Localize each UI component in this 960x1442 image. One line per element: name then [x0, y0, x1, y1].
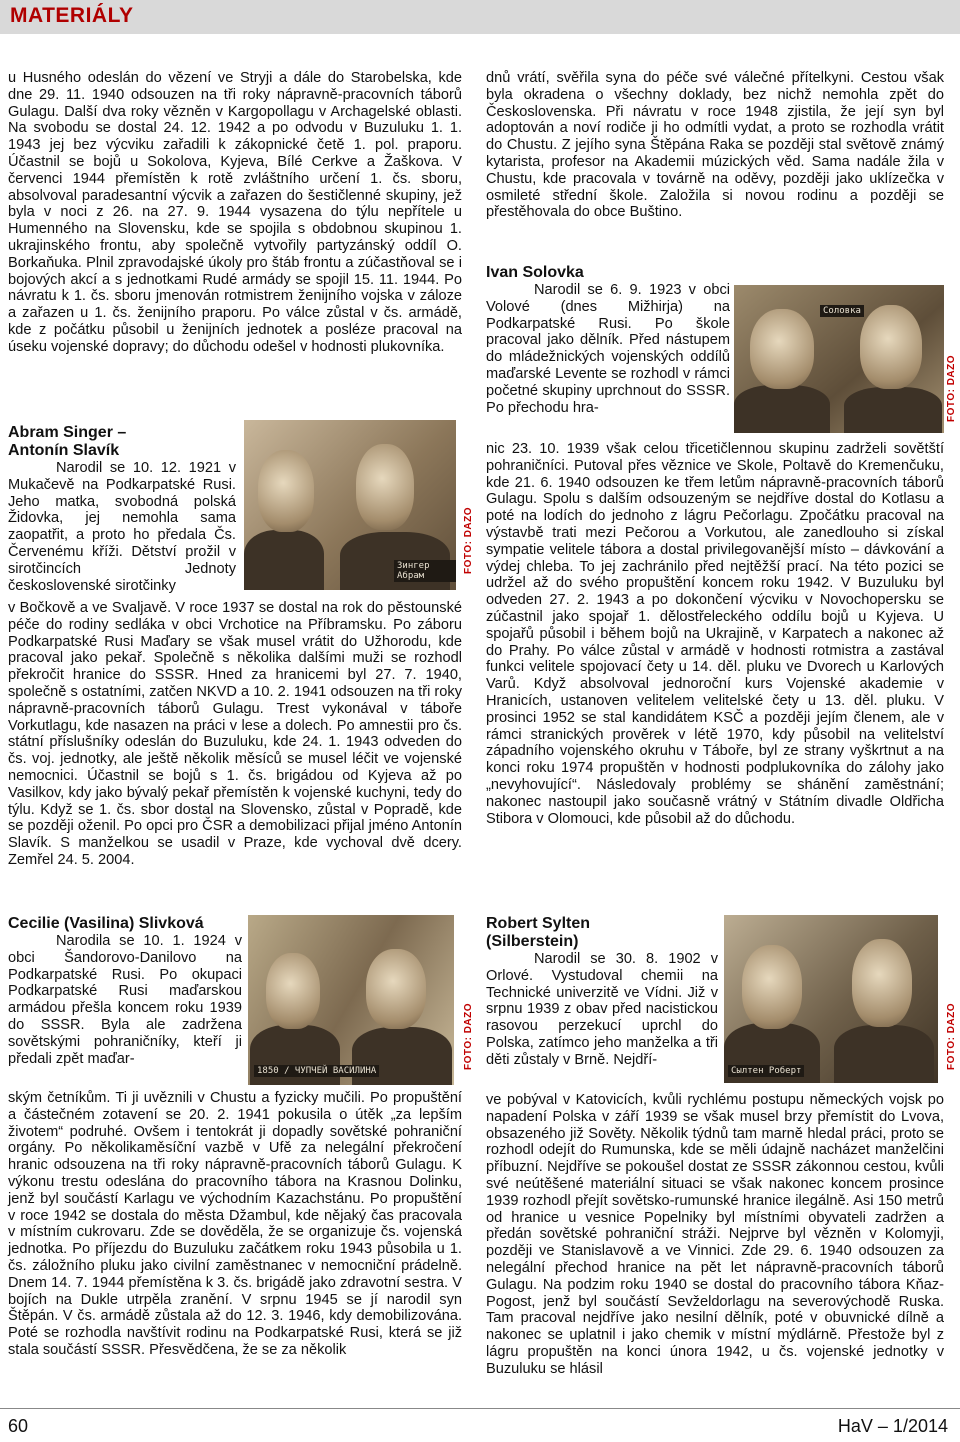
sylten-frontal-coat [834, 1025, 934, 1083]
singer-heading-1: Abram Singer – [8, 424, 127, 441]
singer-mugshot-photo [244, 420, 456, 590]
singer-plate: Зингер Абрам [394, 560, 456, 582]
solovka-heading: Ivan Solovka [486, 264, 584, 281]
solovka-profile-coat [734, 385, 830, 433]
singer-profile-face [258, 450, 314, 532]
col1-intro [8, 70, 462, 356]
singer-text-narrow: Narodil se 10. 12. 1921 v Mukačevě na Podkarpatské Rusi. Jeho matka, svobodná polská Židovka, jej nemohla sama zaopatřit, a proto ho předala Čs. Červenému kříži. Dětství prožil v sirotčincích Jednoty československé sirotčinky [8, 460, 236, 594]
solovka-profile-face [750, 309, 814, 389]
footer-rule [0, 1408, 960, 1409]
col2-intro-paragraph: dnů vrátí, svěřila syna do péče své válečné přítelkyni. Cestou však byla okradena o všechny doklady, bez nichž nemohla zpět do Československa. Při návratu v roce 1948 zjistila, že její syn byl adoptován a noví rodiče ji ho odmítli vydat, a proto se rozhodla vrátit do Chustu. Z jejího syna Štěpána Raka se později stal světově známý kytarista, profesor na Akademii múzických věd. Sama nadále žila v Chustu, kde pracovala v továrně na oděvy, později jako uklízečka v osmileté střední škole. Založila si novou rodinu a později se přestěhovala do obce Buštino. [486, 70, 944, 221]
solovka-bio-bottom [486, 441, 944, 827]
slivkova-text-narrow: Narodila se 10. 1. 1924 v obci Šandorovo-Danilovo na Podkarpatské Rusi. Po okupaci Podkarpatské Rusi maďarskou armádou přešla koncem roku 1939 do SSSR. Byla ale zadržena sovětskými pohraničníky, kteří ji předali zpět maďar- [8, 933, 242, 1067]
solovka-bio-top [486, 264, 730, 416]
photo-credit-slivkova: FOTO: DAZO [463, 1002, 474, 1070]
sylten-profile-face [742, 945, 802, 1029]
page-number: 60 [8, 1416, 29, 1436]
sylten-heading-2: (Silberstein) [486, 933, 579, 950]
slivkova-frontal-face [366, 949, 426, 1029]
sylten-text-narrow: Narodil se 30. 8. 1902 v Orlové. Vystudoval chemii na Technické univerzitě ve Vídni. Již v srpnu 1939 z obav před nacistickou rasovou perzekucí uprchl do Polska, zatímco jeho manželka a tři děti zůstaly v Brně. Nejdří- [486, 951, 718, 1068]
slivkova-mugshot-photo [248, 915, 454, 1085]
sylten-text-wide: ve pobýval v Katovicích, kvůli rychlému postupu německých vojsk po napadení Polska v září 1939 se však musel brzy přemístit do Lvova, obsazeného již Sověty. Několik týdnů tam marně hledal práci, proto se rozhodl odejít do Rumunska, kde se měli údajně nacházet manželčini příbuzní. Nejdříve se pokoušel dostat ze SSSR zákonnou cestou, kvůli své neútěšené materiální situaci se však nakonec koncem prosince 1939 rozhodl přejít sovětsko-rumunské hranice ilegálně. Asi 150 metrů od hranice u vesnice Popelniky byl místními obyvateli zadržen a předán sovětské pohraniční stráži. Nejprve byl vězněn v Kolomyji, později ve Stanislavově a ve Vinnici. Zde 29. 6. 1940 odsouzen za nelegální přechod hranice na pět let nápravně-pracovních táborů Gulagu. Na podzim roku 1940 se dostal do pracovního tábora Kňaz-Pogost, jenž byl součástí Sevželdorlagu na severovýchodě Ruska. Tam pracoval nejdříve jako nesilní dělník, poté v obuvnické dílně a nakonec se uplatnil i jako chemik v místní mýdlárně. Přestože byl z lágru propuštěn na konci února 1942, u čs. vojenské jednotky v Buzuluku se hlásil [486, 1092, 944, 1377]
intro-paragraph: u Husného odeslán do vězení ve Stryji a dále do Starobelska, kde dne 29. 11. 1940 odsouzen na tři roky nápravně-pracovních táborů Gulagu. Další dva roky vězněn v Kargopollagu v Archagelské oblasti. Na svobodu se dostal 24. 12. 1942 a po odvodu v Buzuluku 1. 1. 1943 jej bez výcviku zařadili k zákopnické četě 1. pol. praporu. Účastnil se bojů u Sokolova, Kyjeva, Bílé Cerkve a Žaškova. V červenci 1944 přemístěn k rotě zvláštního určení 1. čs. sboru, absolvoval paradesantní výcvik a zařazen do šestičlenné skupiny, jež byla v noci z 26. na 27. 9. 1944 vysazena do týlu nepřítele u Humenného na Slovensku, kde se spojila s obdobnou skupinou 1. ukrajinského frontu, aby společně vytvořily partyzánský oddíl O. Borkaňuka. Plnil zpravodajské úkoly pro štáb frontu a zúčastňoval se i bojových akcí a s jednotkami Rudé armády se spojil 15. 11. 1944. Po návratu k 1. čs. sboru jmenován rotmistrem ženijního vojska v záloze a zařazen u 1. čs. ženijního praporu. Po válce zůstal v čs. armádě, kde z počátku působil u ženijních jednotek a posléze pracoval na úseku vojenské dopravy; do důchodu odešel v hodnosti plukovníka. [8, 70, 462, 355]
sylten-bio-top [486, 915, 718, 1069]
singer-bio-bottom [8, 600, 462, 869]
slivkova-bio-top [8, 915, 242, 1067]
slivkova-text-wide: ským četníkům. Ti ji uvěznili v Chustu a fyzicky mučili. Po propuštění a částečném zotavení se 20. 2. 1941 pokusila o útěk „za lepším životem“ podruhé. Ovšem i tentokrát ji dopadly sovětské pohraniční orgány. Po několikaměsíční vazbě v Ufě za nelegální překročení hranic odsouzena na tři roky nápravně-pracovních táborů Gulagu. K výkonu trestu odeslána do pracovního tábora na Krasnou Dolinku, jenž byl součástí Karlagu ve východním Kazachstánu. Po propuštění v roce 1942 se dostala do města Džambul, kde nějaký čas pracovala v místním cukrovaru. Zde se dověděla, že se organizuje čs. vojenská jednotka. Po příjezdu do Buzuluku začátkem roku 1943 působila u 1. čs. záložního pluku jako civilní zaměstnanec v nemocniční prádelně. Dnem 14. 7. 1944 přemístěna k 3. čs. brigádě jako zdravotní sestra. V bojích na Dukle utrpěla zranění. V srpnu 1945 se jí narodil syn Štěpán. V čs. armádě zůstala až do 12. 3. 1946, kdy demobilizována. Poté se rozhodla navštívit rodinu na Podkarpatské Rusi, která se již stala součástí SSSR. Přesvědčena, že se za několik [8, 1090, 462, 1358]
singer-heading-2: Antonín Slavík [8, 442, 120, 459]
sylten-heading-1: Robert Sylten [486, 915, 591, 932]
singer-bio-top [8, 424, 236, 594]
section-header [0, 0, 960, 34]
sylten-mugshot-photo [724, 915, 938, 1083]
singer-text-wide: v Bočkově a ve Svaljavě. V roce 1937 se dostal na rok do pěstounské péče do rodiny sedláka v obci Vrchotice na Příbramsku. Po záboru Podkarpatské Rusi Maďary se však musel vrátit do Užhorodu, kde pracoval jako pekař. Společně s několika dalšími muži se rozhodl překročit hranice do SSSR. Hned za hranicemi byl 27. 7. 1940, společně s ostatními, zatčen NKVD a 10. 2. 1941 odsouzen na tři roky nápravně-pracovních táborů Gulagu. Trest vykonával v táboře Vorkutlagu, kde nasazen na práci v lese a dolech. Po amnestii pro čs. státní příslušníky odeslán do Buzuluku, kde 24. 1. 1943 odveden do čs. voj. jednotky, ale ještě několik měsíců se musel léčit ve vojenské nemocnici. Účastnil se bojů s 1. čs. brigádou od Kyjeva až po Vasilkov, kdy jako bývalý pekař přemístěn k vojenské kuchyni, tedy do týlu. Když se 1. čs. sbor dostal na Slovensko, zůstal v Popradě, kde se později oženil. Po opci pro ČSR a demobilizaci přijal jméno Antonín Slavík. S manželkou se usadil v Praze, kde vychoval dvě dcery. Zemřel 24. 5. 2004. [8, 600, 462, 868]
issue-label: HaV – 1/2014 [837, 1416, 948, 1436]
photo-credit-sylten: FOTO: DAZO [946, 1002, 957, 1070]
sylten-frontal-face [852, 939, 912, 1027]
section-title: MATERIÁLY [10, 4, 134, 27]
slivkova-heading: Cecilie (Vasilina) Slivková [8, 915, 204, 932]
col2-intro [486, 70, 944, 221]
slivkova-bio-bottom [8, 1090, 462, 1359]
photo-credit-singer: FOTO: DAZO [463, 506, 474, 574]
solovka-frontal-coat [844, 387, 942, 433]
solovka-plate: Соловка [820, 305, 864, 317]
sylten-bio-bottom [486, 1092, 944, 1378]
photo-credit-solovka: FOTO: DAZO [946, 354, 957, 422]
slivkova-profile-face [266, 953, 320, 1029]
singer-frontal-face [356, 444, 414, 530]
singer-profile-coat [244, 530, 324, 590]
solovka-text-narrow: Narodil se 6. 9. 1923 v obci Volové (dnes Mižhirja) na Podkarpatské Rusi. Po škole pracoval jako dělník. Před nástupem do mládežnických vojenských oddílů maďarské Levente se rozhodl v rámci početné skupiny uprchnout do SSSR. Po přechodu hra- [486, 282, 730, 416]
solovka-frontal-face [860, 305, 922, 389]
solovka-text-wide: nic 23. 10. 1939 však celou třicetičlennou skupinu zadrželi sovětští pohraničníci. Putoval přes věznice ve Skole, Poltavě do Kremenčuku, kde 21. 6. 1940 odsouzen ke třem letům nápravně-pracovních táborů Gulagu. Spolu s dalším odsouzeným se nejdříve dostal do Kotlasu a poté na lodích do jednoho z lágru Pečorlagu. Zpočátku pracoval na výstavbě trati mezi Pečorou a Vorkutou, ale zanedlouho si získal sympatie velitele tábora a dostal privilegovanější místo – dávkování a výdej chleba. To jej zachránilo před nejtěžší prací. Na této pozici se udržel až do svého propuštění koncem roku 1942. V Buzuluku byl odveden 27. 2. 1943 a po dokončení výcviku v Novochopersku se zúčastnil jako spojař 1. dělostřeleckého oddílu bojů u Kyjeva. U spojařů působil i během bojů na Ukrajině, v Karpatech a nakonec až do Prahy. Po válce zůstal v armádě v hodnosti rotmistra a zastával funkci velitele spojovací čety u 14. děl. pluku ve Dvorech u Karlových Varů. Když absolvoval jednoroční kurs Vojenské akademie v Hranicích, ustanoven velitelem velitelské čety u 13. děl. pluku. V prosinci 1952 se stal kandidátem KSČ a později jejím členem, ale v rámci stranických prověrek v létě 1970, kdy působil na velitelství západního vojenského okruhu v Táboře, byl ze strany vyškrtnut a na konci roku 1974 propuštěn v hodnosti podplukovníka do zálohy jako „nevyhovující“. Následovaly problémy se shánění zaměstnání; nakonec nastoupil jako současně vrátný v Státním divadle Oldřicha Stibora v Olomouci, kde působil až do důchodu. [486, 441, 944, 827]
sylten-plate: Сылтен Роберт [728, 1065, 804, 1077]
solovka-mugshot-photo [734, 285, 944, 433]
slivkova-plate: 1850 / ЧУПЧЕЙ ВАСИЛИНА [254, 1065, 379, 1077]
